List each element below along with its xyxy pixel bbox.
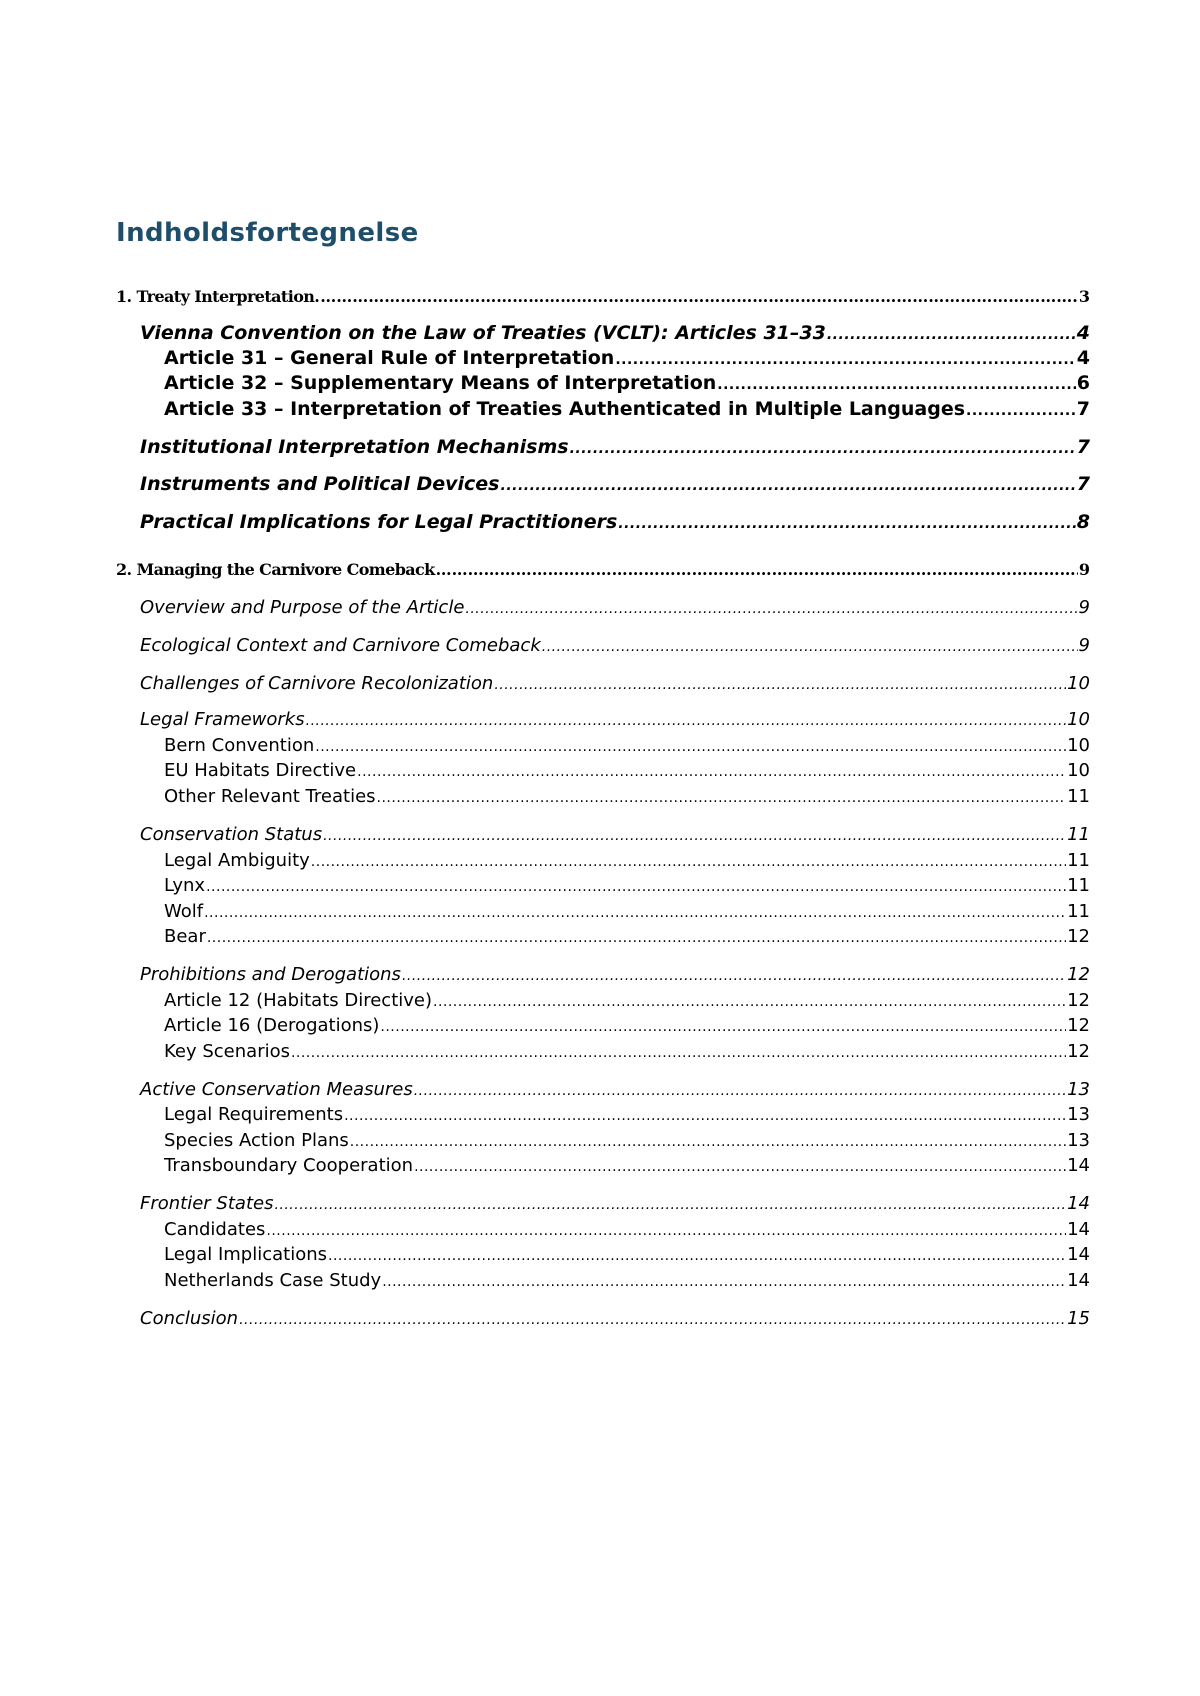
toc-entry-title: Article 33 – Interpretation of Treaties Authenticated in Multiple Languages	[164, 398, 966, 420]
toc-leader-dots	[206, 874, 1066, 900]
toc-entry-prohibitions[interactable]	[140, 962, 1090, 988]
toc-page-number: 13	[1067, 1104, 1090, 1125]
toc-leader-dots	[542, 634, 1078, 660]
toc-entry-instruments[interactable]	[140, 471, 1090, 497]
toc-page-number: 4	[1076, 347, 1090, 369]
toc-page-number: 7	[1076, 398, 1090, 420]
toc-entry-title: Species Action Plans	[164, 1130, 349, 1151]
toc-leader-dots	[570, 436, 1076, 462]
toc-entry-conservation-status[interactable]	[140, 822, 1090, 848]
toc-entry-title: Candidates	[164, 1219, 266, 1240]
toc-page-number: 9	[1078, 635, 1090, 656]
toc-entry-legal-requirements[interactable]	[164, 1102, 1090, 1128]
toc-entry-title: Lynx	[164, 875, 206, 896]
toc-entry-title: 1. Treaty Interpretation.	[116, 287, 320, 306]
toc-leader-dots	[328, 1243, 1066, 1269]
toc-page-number: 14	[1067, 1155, 1090, 1176]
toc-entry-overview[interactable]	[140, 595, 1090, 621]
toc-entry-challenges[interactable]	[140, 671, 1090, 697]
toc-entry-active-conservation[interactable]	[140, 1077, 1090, 1103]
toc-entry-bern-convention[interactable]	[164, 733, 1090, 759]
toc-entry-institutional-mechanisms[interactable]	[140, 434, 1090, 460]
toc-leader-dots	[311, 849, 1066, 875]
toc-entry-candidates[interactable]	[164, 1217, 1090, 1243]
toc-entry-title: Legal Requirements	[164, 1104, 344, 1125]
toc-entry-article-12[interactable]	[164, 988, 1090, 1014]
toc-entry-article-32[interactable]	[164, 370, 1090, 396]
toc-entry-title: Vienna Convention on the Law of Treaties (VCLT): Articles 31–33	[140, 322, 826, 344]
toc-page-number: 9	[1078, 597, 1090, 618]
toc-page-number: 11	[1067, 850, 1090, 871]
toc-entry-treaty-interpretation[interactable]	[116, 284, 1090, 310]
toc-heading: Indholdsfortegnelse	[116, 218, 419, 248]
toc-leader-dots	[357, 759, 1066, 785]
toc-page-number: 12	[1067, 964, 1090, 985]
toc-entry-title: Article 16 (Derogations)	[164, 1015, 380, 1036]
toc-leader-dots	[402, 963, 1066, 989]
toc-leader-dots	[204, 900, 1066, 926]
toc-entry-article-33[interactable]	[164, 396, 1090, 422]
toc-page-number: 4	[1076, 322, 1090, 344]
toc-page-number: 15	[1067, 1308, 1090, 1329]
toc-entry-eu-habitats-directive[interactable]	[164, 758, 1090, 784]
toc-entry-title: Conservation Status	[140, 824, 323, 845]
toc-entry-wolf[interactable]	[164, 899, 1090, 925]
toc-entry-title: Article 32 – Supplementary Means of Interpretation	[164, 372, 717, 394]
toc-page-number: 6	[1076, 372, 1090, 394]
toc-leader-dots	[414, 1154, 1066, 1180]
toc-leader-dots	[966, 398, 1076, 424]
toc-entry-title: Legal Implications	[164, 1244, 328, 1265]
toc-entry-legal-frameworks[interactable]	[140, 707, 1090, 733]
toc-leader-dots	[274, 1192, 1066, 1218]
toc-page-number: 12	[1067, 990, 1090, 1011]
toc-page-number: 3	[1078, 287, 1090, 306]
toc-page-number: 11	[1067, 824, 1090, 845]
toc-leader-dots	[436, 557, 1078, 583]
toc-entry-article-31[interactable]	[164, 345, 1090, 371]
toc-entry-title: Wolf	[164, 901, 204, 922]
toc-entry-title: Prohibitions and Derogations	[140, 964, 401, 985]
toc-entry-title: Bern Convention	[164, 735, 315, 756]
toc-leader-dots	[306, 708, 1066, 734]
toc-leader-dots	[618, 511, 1076, 537]
toc-leader-dots	[344, 1103, 1066, 1129]
toc-entry-title: Bear	[164, 926, 206, 947]
toc-leader-dots	[494, 672, 1066, 698]
toc-page-number: 10	[1067, 673, 1090, 694]
toc-entry-title: Article 12 (Habitats Directive)	[164, 990, 432, 1011]
toc-entry-netherlands-case[interactable]	[164, 1268, 1090, 1294]
toc-page-number: 7	[1076, 436, 1090, 458]
toc-entry-carnivore-comeback[interactable]	[116, 557, 1090, 583]
toc-leader-dots	[239, 1307, 1066, 1333]
toc-page-number: 10	[1067, 760, 1090, 781]
toc-page-number: 13	[1067, 1079, 1090, 1100]
toc-page-number: 9	[1078, 560, 1090, 579]
toc-leader-dots	[382, 1269, 1066, 1295]
toc-page-number: 14	[1067, 1270, 1090, 1291]
toc-entry-ecological-context[interactable]	[140, 633, 1090, 659]
toc-entry-title: 2. Managing the Carnivore Comeback	[116, 560, 435, 579]
toc-entry-title: Transboundary Cooperation	[164, 1155, 414, 1176]
toc-entry-title: Other Relevant Treaties	[164, 786, 376, 807]
toc-entry-title: Challenges of Carnivore Recolonization	[140, 673, 494, 694]
toc-page-number: 14	[1067, 1193, 1090, 1214]
toc-leader-dots	[320, 284, 1078, 310]
toc-entry-title: Practical Implications for Legal Practitioners	[140, 511, 618, 533]
toc-leader-dots	[717, 372, 1075, 398]
toc-entry-species-action-plans[interactable]	[164, 1128, 1090, 1154]
toc-entry-vclt[interactable]	[140, 320, 1090, 346]
toc-entry-conclusion[interactable]	[140, 1306, 1090, 1332]
toc-entry-title: Legal Frameworks	[140, 709, 305, 730]
toc-leader-dots	[414, 1078, 1066, 1104]
toc-page-number: 11	[1067, 901, 1090, 922]
toc-leader-dots	[207, 925, 1066, 951]
toc-leader-dots	[380, 1014, 1066, 1040]
toc-page-number: 12	[1067, 1041, 1090, 1062]
toc-entry-title: Frontier States	[140, 1193, 274, 1214]
toc-page-number: 10	[1067, 709, 1090, 730]
toc-entry-title: Conclusion	[140, 1308, 239, 1329]
toc-entry-title: Instruments and Political Devices	[140, 473, 500, 495]
toc-entry-title: Overview and Purpose of the Article	[140, 597, 465, 618]
toc-leader-dots	[350, 1129, 1066, 1155]
toc-entry-title: EU Habitats Directive	[164, 760, 357, 781]
toc-leader-dots	[465, 596, 1077, 622]
toc-page-number: 10	[1067, 735, 1090, 756]
toc-page-number: 14	[1067, 1244, 1090, 1265]
toc-entry-title: Netherlands Case Study	[164, 1270, 382, 1291]
toc-entry-article-16[interactable]	[164, 1013, 1090, 1039]
toc-leader-dots	[323, 823, 1066, 849]
toc-page-number: 11	[1067, 875, 1090, 896]
toc-entry-title: Institutional Interpretation Mechanisms	[140, 436, 569, 458]
toc-entry-title: Ecological Context and Carnivore Comeback	[140, 635, 541, 656]
toc-entry-legal-implications[interactable]	[164, 1242, 1090, 1268]
toc-page-number: 11	[1067, 786, 1090, 807]
toc-entry-other-treaties[interactable]	[164, 784, 1090, 810]
toc-entry-legal-ambiguity[interactable]	[164, 848, 1090, 874]
toc-entry-frontier-states[interactable]	[140, 1191, 1090, 1217]
toc-leader-dots	[433, 989, 1066, 1015]
toc-page-number: 8	[1076, 511, 1090, 533]
toc-leader-dots	[315, 734, 1066, 760]
toc-entry-bear[interactable]	[164, 924, 1090, 950]
toc-leader-dots	[266, 1218, 1066, 1244]
toc-entry-title: Legal Ambiguity	[164, 850, 310, 871]
toc-entry-lynx[interactable]	[164, 873, 1090, 899]
toc-page-number: 7	[1076, 473, 1090, 495]
toc-leader-dots	[291, 1040, 1066, 1066]
toc-entry-title: Active Conservation Measures	[140, 1079, 413, 1100]
toc-page-number: 12	[1067, 926, 1090, 947]
toc-entry-title: Article 31 – General Rule of Interpretation	[164, 347, 615, 369]
toc-page-number: 12	[1067, 1015, 1090, 1036]
toc-leader-dots	[501, 473, 1076, 499]
toc-entry-title: Key Scenarios	[164, 1041, 290, 1062]
toc-entry-key-scenarios[interactable]	[164, 1039, 1090, 1065]
toc-leader-dots	[377, 785, 1067, 811]
toc-page-number: 14	[1067, 1219, 1090, 1240]
toc-entry-practical-implications[interactable]	[140, 509, 1090, 535]
toc-page-number: 13	[1067, 1130, 1090, 1151]
toc-entry-transboundary[interactable]	[164, 1153, 1090, 1179]
